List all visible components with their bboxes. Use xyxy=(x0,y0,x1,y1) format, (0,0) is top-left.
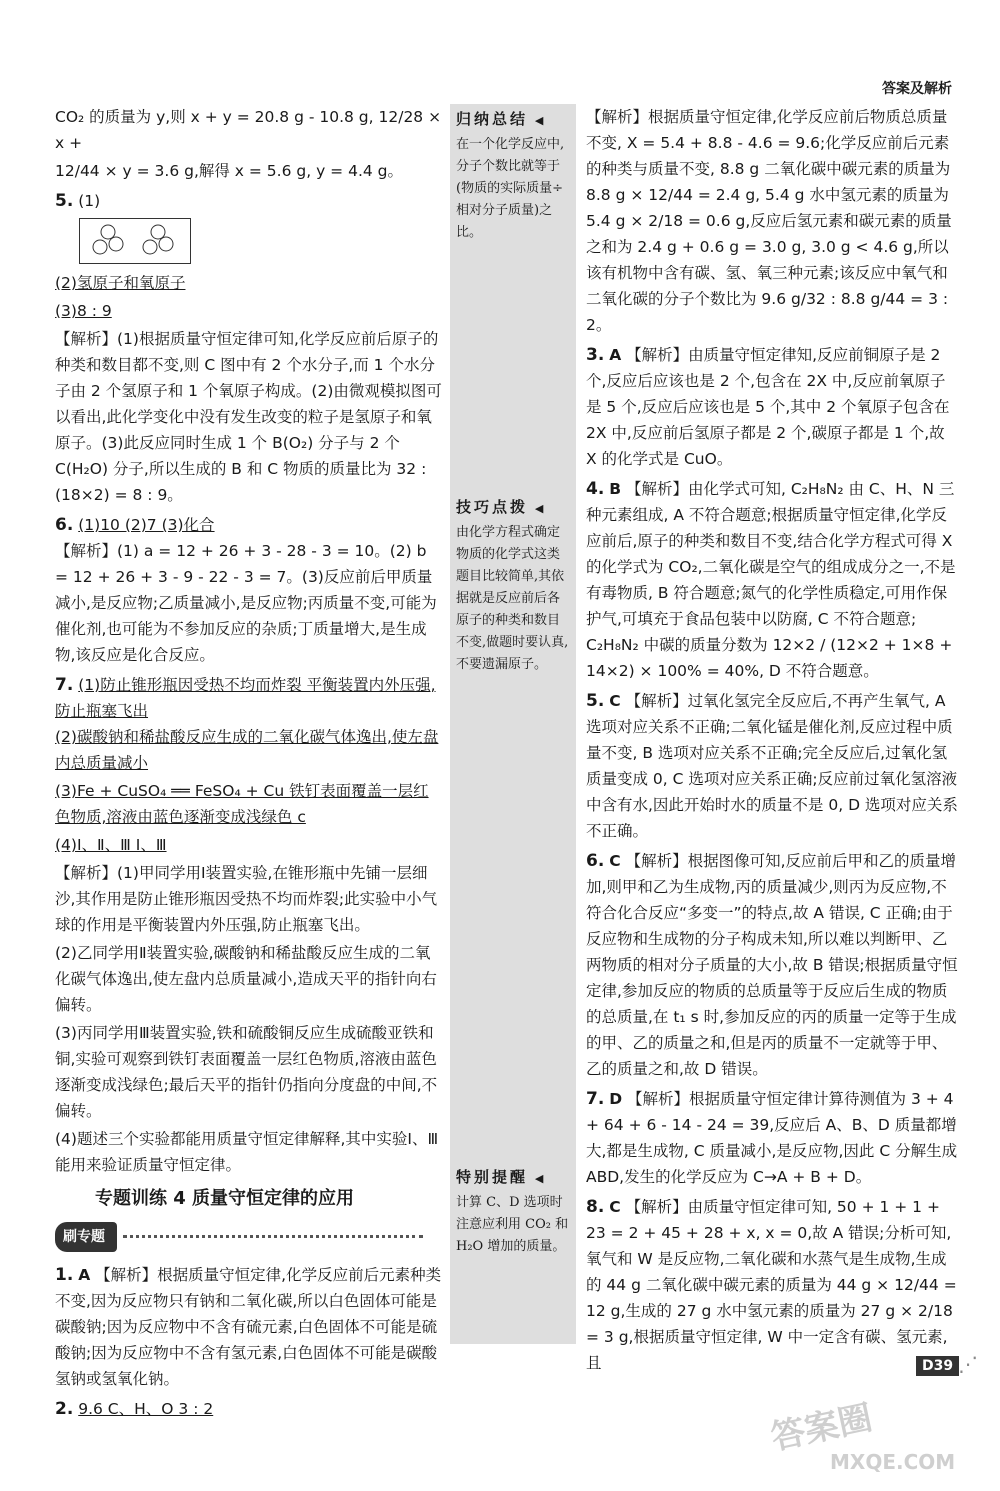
explanation: 【解析】(1)甲同学用Ⅰ装置实验,在锥形瓶中先铺一层细沙,其作用是防止锥形瓶因受热不均而炸裂;此实验中小气球的作用是平衡装置内外压强,防止瓶塞飞出。 xyxy=(55,864,438,934)
continuation-line-2: 12/44 × y = 3.6 g,解得 x = 5.6 g, y = 4.4 g。 xyxy=(55,162,404,180)
water-molecules-icon xyxy=(80,219,190,263)
explanation: 【解析】(1) a = 12 + 26 + 3 - 28 - 3 = 10。(2) b = 12 + 26 + 3 - 9 - 22 - 3 = 7。(3)反应前后甲质量减小,是反应物;乙质量减小,是反应物;丙质量不变,可能为催化剂,也可能为不参加反应的杂质;丁质量增大,是生成物,该反应是化合反应。 xyxy=(55,542,437,664)
molecule-diagram xyxy=(79,218,191,264)
answer: A xyxy=(78,1266,91,1284)
watermark-logo: 答案圈 xyxy=(767,1397,876,1459)
explanation: 【解析】根据质量守恒定律,化学反应前后元素种类不变,因为反应物只有钠和二氧化碳,所以白色固体可能是碳酸钠;因为反应物中不含有硫元素,白色固体不可能是硫酸钠;因为反应物中不含有氢元素,白色固体不可能是碳酸氢钠或氢氧化钠。 xyxy=(55,1266,442,1388)
exercise-7 xyxy=(586,1086,958,1190)
tip-title: 特别提醒 ◀ xyxy=(456,1166,570,1190)
question-number: 8. xyxy=(586,1197,605,1217)
explanation: 【解析】由质量守恒定律可知, 50 + 1 + 1 + 23 = 2 + 45 + 28 + x, x = 0,故 A 错误;分析可知,氧气和 W 是反应物,二氧化碳和水蒸气是生成物,生成的 44 g 二氧化碳中碳元素的质量为 44 g × 12/44 = 12 g,生成的 27 g 水中氢元素的质量为 27 g × 2/18 = 3 g,根据质量守恒定律, W 中一定含有碳、氢元素,且 xyxy=(586,1198,957,1372)
answer-part: (3)Fe + CuSO₄ ══ FeSO₄ + Cu 铁钉表面覆盖一层红色物质,溶液由蓝色逐渐变成浅绿色 c xyxy=(55,782,429,826)
answer-part: (1) xyxy=(78,192,101,210)
answer-part: (4)Ⅰ、Ⅱ、Ⅲ Ⅰ、Ⅲ xyxy=(55,836,167,854)
question-number: 7. xyxy=(55,675,74,695)
explanation: (3)丙同学用Ⅲ装置实验,铁和硫酸铜反应生成硫酸亚铁和铜,实验可观察到铁钉表面覆盖一层红色物质,溶液由蓝色逐渐变成浅绿色;最后天平的指针仍指向分度盘的中间,不偏转。 xyxy=(55,1024,438,1120)
dotted-divider xyxy=(123,1235,423,1238)
exercise-2 xyxy=(55,1396,443,1422)
answer: C xyxy=(609,1198,621,1216)
explanation: 【解析】由质量守恒定律知,反应前铜原子是 2 个,反应后应该也是 2 个,包含在 2X 中,反应前氧原子是 5 个,反应后应该也是 5 个,其中 2 个氧原子包含在 2X 中,反应前后氢原子都是 2 个,碳原子都是 1 个,故 X 的化学式是 CuO。 xyxy=(586,346,950,468)
tip-body: 计算 C、D 选项时注意应利用 CO₂ 和 H₂O 增加的质量。 xyxy=(456,1195,569,1254)
question-number: 7. xyxy=(586,1089,605,1109)
section-badge: 刷专题 xyxy=(55,1222,117,1252)
question-number: 5. xyxy=(55,191,74,211)
exercise-3 xyxy=(586,342,958,472)
exercise-5 xyxy=(586,688,958,844)
badge-row xyxy=(55,1218,443,1258)
answer: (1)10 (2)7 (3)化合 xyxy=(78,516,215,534)
question-5 xyxy=(55,188,443,508)
left-column xyxy=(55,104,443,1422)
question-7 xyxy=(55,672,443,1178)
explanation: 【解析】(1)根据质量守恒定律可知,化学反应前后原子的种类和数目都不变,则 C 图中有 2 个水分子,而 1 个水分子由 2 个氢原子和 1 个氧原子构成。(2)由微观模拟图可以看出,此化学变化中没有发生改变的粒子是氢原子和氧原子。(3)此反应同时生成 1 个 B(O₂) 分子与 2 个 C(H₂O) 分子,所以生成的 B 和 C 物质的质量比为 32 : (18×2) = 8 : 9。 xyxy=(55,330,442,504)
answer-part: (2)氢原子和氧原子 xyxy=(55,274,186,292)
explanation: 【解析】根据质量守恒定律,化学反应前后物质总质量不变, X = 5.4 + 8.8 - 4.6 = 9.6;化学反应前后元素的种类与质量不变, 8.8 g 二氧化碳中碳元素的质量为 8.8 g × 12/44 = 2.4 g, 5.4 g 水中氢元素的质量为 5.4 g × 2/18 = 0.6 g,反应后氢元素和碳元素的质量之和为 2.4 g + 0.6 g = 3.0 g, 3.0 g < 4.6 g,所以该有机物中含有碳、氢、氧三种元素;该反应中氧气和二氧化碳的分子个数比为 9.6 g/32 : 8.8 g/44 = 3 : 2。 xyxy=(586,108,952,334)
explanation: 【解析】过氧化氢完全反应后,不再产生氧气, A 选项对应关系不正确;二氧化锰是催化剂,反应过程中质量不变, B 选项对应关系不正确;完全反应后,过氧化氢质量变成 0, C 选项对应关系正确;反应前过氧化氢溶液中含有水,因此开始时水的质量不是 0, D 选项对应关系不正确。 xyxy=(586,692,958,840)
section-title: 专题训练 4 质量守恒定律的应用 xyxy=(95,1188,355,1209)
exercise-1 xyxy=(55,1262,443,1392)
question-number: 4. xyxy=(586,479,605,499)
answer: B xyxy=(609,480,622,498)
answer: D xyxy=(609,1090,623,1108)
tip-body: 在一个化学反应中,分子个数比就等于(物质的实际质量÷相对分子质量)之比。 xyxy=(456,137,565,240)
answer-part: (3)8 : 9 xyxy=(55,302,112,320)
watermark-url: MXQE.COM xyxy=(830,1450,956,1474)
answer: 9.6 C、H、O 3 : 2 xyxy=(78,1400,214,1418)
explanation: (2)乙同学用Ⅱ装置实验,碳酸钠和稀盐酸反应生成的二氧化碳气体逸出,使左盘内总质量减小,造成天平的指针向右偏转。 xyxy=(55,944,437,1014)
exercise-4 xyxy=(586,476,958,684)
answer: A xyxy=(609,346,622,364)
answer: C xyxy=(609,852,621,870)
question-number: 3. xyxy=(586,345,605,365)
tip-technique xyxy=(456,496,570,676)
question-number: 2. xyxy=(55,1399,74,1419)
question-number: 1. xyxy=(55,1265,74,1285)
header-title: 答案及解析 xyxy=(882,81,952,97)
page-number: D39 xyxy=(916,1356,959,1376)
answer: C xyxy=(609,692,621,710)
dots-decoration-icon: ⋰ xyxy=(958,1352,978,1376)
question-number: 6. xyxy=(586,851,605,871)
tip-reminder xyxy=(456,1166,570,1258)
question-number: 5. xyxy=(586,691,605,711)
explanation: 【解析】由化学式可知, C₂H₈N₂ 由 C、H、N 三种元素组成, A 不符合题意;根据质量守恒定律,化学反应前后,原子的种类和数目不变,结合化学方程式可得 X 的化学式为 CO₂,二氧化碳是空气的组成成分之一,不是有毒物质, B 符合题意;氮气的化学性质稳定,可用作保护气,可填充于食品包装中以防腐, C 不符合题意; C₂H₈N₂ 中碳的质量分数为 12×2 / (12×2 + 1×8 + 14×2) × 100% = 40%, D 不符合题意。 xyxy=(586,480,956,680)
answer-part: (2)碳酸钠和稀盐酸反应生成的二氧化碳气体逸出,使左盘内总质量减小 xyxy=(55,728,439,772)
answer-part: (1)防止锥形瓶因受热不均而炸裂 平衡装置内外压强,防止瓶塞飞出 xyxy=(55,676,436,720)
tips-sidebar xyxy=(450,104,576,1344)
explanation: 【解析】根据质量守恒定律计算待测值为 3 + 4 + 64 + 6 - 14 - 24 = 39,反应后 A、B、D 质量都增大,都是生成物, C 质量减小,是反应物,因此 C 分解生成 ABD,发生的化学反应为 C→A + B + D。 xyxy=(586,1090,958,1186)
question-6 xyxy=(55,512,443,668)
tip-summary xyxy=(456,108,570,244)
question-number: 6. xyxy=(55,515,74,535)
exercise-6 xyxy=(586,848,958,1082)
right-column xyxy=(586,104,958,1376)
explanation: 【解析】根据图像可知,反应前后甲和乙的质量增加,则甲和乙为生成物,丙的质量减少,则丙为反应物,不符合化合反应“多变一”的特点,故 A 错误, C 正确;由于反应物和生成物的分子构成未知,所以难以判断甲、乙两物质的相对分子质量的大小,故 B 错误;根据质量守恒定律,参加反应的物质的总质量等于反应后生成的物质的总质量,在 t₁ s 时,参加反应的丙的质量一定等于生成的甲、乙的质量之和,但是丙的质量不一定就等于甲、乙的质量之和,故 D 错误。 xyxy=(586,852,958,1078)
tip-body: 由化学方程式确定物质的化学式这类题目比较简单,其依据就是反应前后各原子的种类和数目不变,做题时要认真,不要遗漏原子。 xyxy=(456,525,569,672)
explanation: (4)题述三个实验都能用质量守恒定律解释,其中实验Ⅰ、Ⅲ能用来验证质量守恒定律。 xyxy=(55,1130,439,1174)
tip-title: 技巧点拨 ◀ xyxy=(456,496,570,520)
continuation-line-1: CO₂ 的质量为 y,则 x + y = 20.8 g - 10.8 g, 12/28 × x + xyxy=(55,108,442,152)
exercise-8 xyxy=(586,1194,958,1376)
tip-title: 归纳总结 ◀ xyxy=(456,108,570,132)
